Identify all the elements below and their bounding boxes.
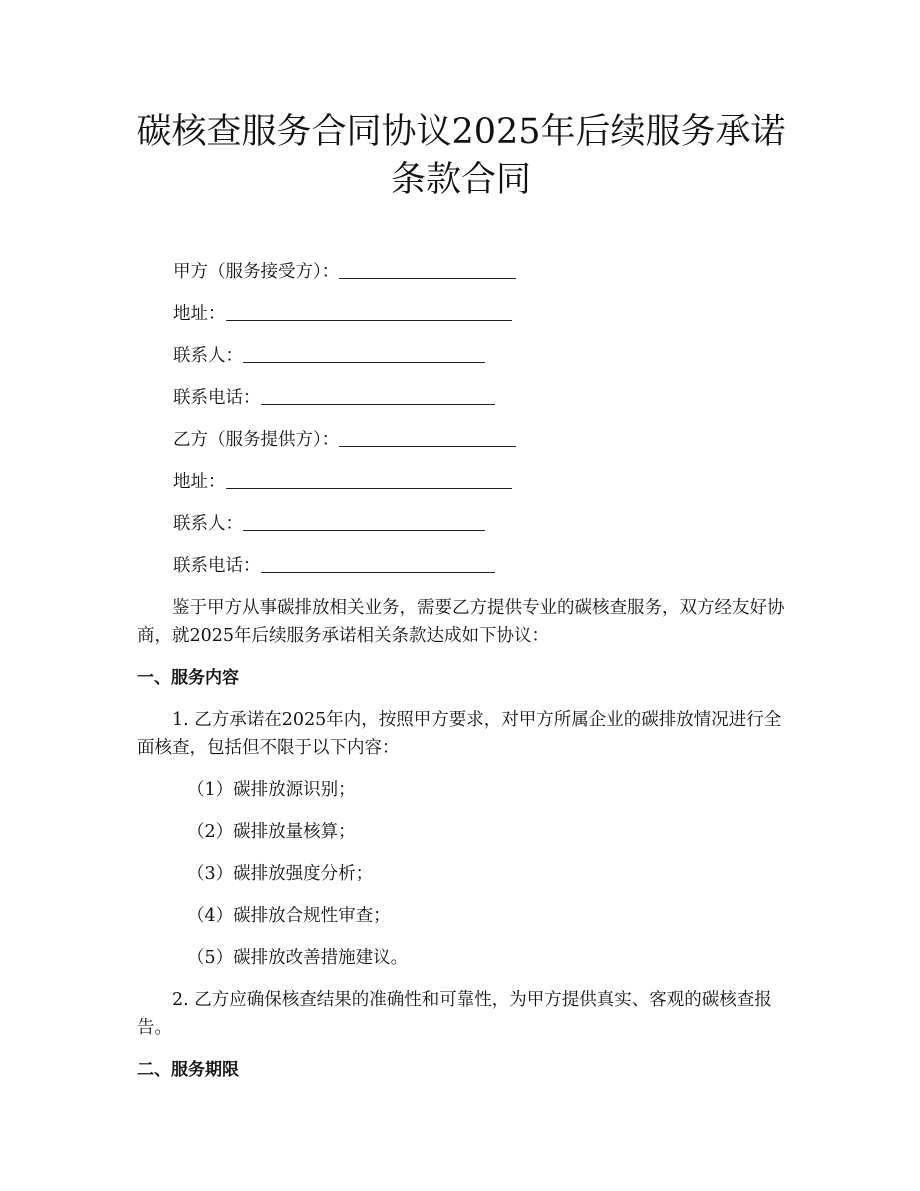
party-a-contact-field: 联系人： [137, 342, 785, 370]
section-heading: 二、服务期限 [137, 1060, 239, 1080]
list-item: （4）碳排放合规性审查； [187, 906, 391, 926]
party-a-name-field: 甲方（服务接受方）： [137, 258, 785, 286]
party-a-phone-blank [261, 384, 495, 405]
party-a-name-blank [339, 258, 516, 279]
section-heading: 一、服务内容 [137, 668, 239, 688]
list-item: （3）碳排放强度分析； [187, 864, 374, 884]
clause-paragraph: 1. 乙方承诺在2025年内，按照甲方要求，对甲方所属企业的碳排放情况进行全面核查，包括但不限于以下内容： [137, 710, 782, 758]
intro-paragraph: 鉴于甲方从事碳排放相关业务，需要乙方提供专业的碳核查服务，双方经友好协商，就2025年后续服务承诺相关条款达成如下协议： [137, 598, 785, 646]
party-b-contact-blank [243, 510, 485, 531]
list-item: （5）碳排放改善措施建议。 [187, 948, 409, 968]
party-b-name-blank [339, 426, 516, 447]
clause-paragraph: 2. 乙方应确保核查结果的准确性和可靠性，为甲方提供真实、客观的碳核查报告。 [137, 990, 772, 1038]
list-item: （1）碳排放源识别； [187, 780, 356, 800]
party-a-address-field: 地址： [137, 300, 785, 328]
party-a-phone-field: 联系电话： [137, 384, 785, 412]
party-a-address-blank [226, 300, 512, 321]
list-item: （2）碳排放量核算； [187, 822, 356, 842]
party-b-phone-blank [261, 552, 495, 573]
party-a-contact-blank [243, 342, 485, 363]
party-b-phone-field: 联系电话： [137, 552, 785, 580]
party-b-contact-field: 联系人： [137, 510, 785, 538]
party-b-address-blank [226, 468, 512, 489]
party-b-address-field: 地址： [137, 468, 785, 496]
document-title: 碳核查服务合同协议2025年后续服务承诺条款合同 [136, 112, 786, 200]
document-body [137, 258, 785, 1098]
party-b-name-field: 乙方（服务提供方）： [137, 426, 785, 454]
